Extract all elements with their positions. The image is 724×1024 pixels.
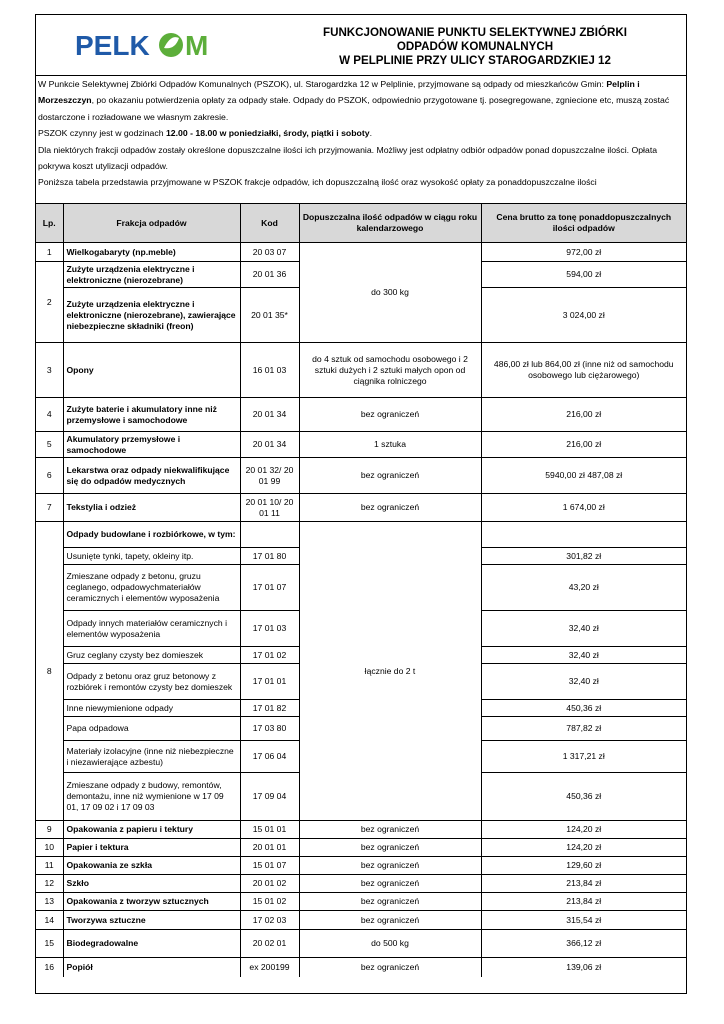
- row-price: 32,40 zł: [481, 611, 686, 647]
- row-code: 20 02 01: [240, 930, 299, 958]
- table-row: [36, 911, 686, 930]
- row-fraction: Zużyte urządzenia elektryczne i elektroniczne (nierozebrane): [63, 262, 240, 288]
- header-code: Kod: [240, 204, 299, 243]
- row-lp: 4: [36, 398, 63, 432]
- row-limit: bez ograniczeń: [299, 958, 481, 977]
- row-code: 15 01 07: [240, 857, 299, 875]
- row-price: 450,36 zł: [481, 773, 686, 821]
- row-fraction: Szkło: [63, 875, 240, 893]
- row-limit: bez ograniczeń: [299, 911, 481, 930]
- row-price: 32,40 zł: [481, 664, 686, 700]
- row-fraction: Usunięte tynki, tapety, okleiny itp.: [63, 548, 240, 565]
- header-lp: Lp.: [36, 204, 63, 243]
- row-price: 301,82 zł: [481, 548, 686, 565]
- row-fraction: Materiały izolacyjne (inne niż niebezpieczne i niezawierające azbestu): [63, 741, 240, 773]
- row-limit: bez ograniczeń: [299, 893, 481, 911]
- row-price: 450,36 zł: [481, 700, 686, 717]
- row-lp: 9: [36, 821, 63, 839]
- row-code: 16 01 03: [240, 343, 299, 398]
- row-price: 5940,00 zł 487,08 zł: [481, 458, 686, 494]
- intro-text: [36, 76, 686, 204]
- row-code: 20 03 07: [240, 243, 299, 262]
- table-row: [36, 958, 686, 977]
- row-code: 20 01 34: [240, 432, 299, 458]
- intro-paragraph-1: W Punkcie Selektywnej Zbiórki Odpadów Komunalnych (PSZOK), ul. Starogardzka 12 w Pelplinie, przyjmowane są odpady od mieszkańców Gmin: Pelplin i Morzeszczyn, po okazaniu potwierdzenia opłaty za odpady stałe. Odpady do PSZOK, odpowiednio przygotowane tj. posegregowane, zgniecione etc, muszą zostać dostarczone i rozładowane we własnym zakresie.: [38, 79, 670, 122]
- row-code: 20 01 36: [240, 262, 299, 288]
- row-fraction: Opakowania ze szkła: [63, 857, 240, 875]
- header-limit: Dopuszczalna ilość odpadów w ciągu roku kalendarzowego: [299, 204, 481, 243]
- row-limit: do 300 kg: [299, 243, 481, 343]
- row-limit: do 500 kg: [299, 930, 481, 958]
- row-code: 17 01 03: [240, 611, 299, 647]
- row-code: 17 01 82: [240, 700, 299, 717]
- row-fraction: Lekarstwa oraz odpady niekwalifikujące się do odpadów medycznych: [63, 458, 240, 494]
- row-price: 1 317,21 zł: [481, 741, 686, 773]
- row-fraction: Odpady budowlane i rozbiórkowe, w tym:: [63, 522, 240, 548]
- row-fraction: Gruz ceglany czysty bez domieszek: [63, 647, 240, 664]
- row-price: 213,84 zł: [481, 893, 686, 911]
- row-lp: 16: [36, 958, 63, 977]
- pelkom-logo: [36, 15, 264, 75]
- row-fraction: Opony: [63, 343, 240, 398]
- row-lp: 3: [36, 343, 63, 398]
- row-fraction: Papier i tektura: [63, 839, 240, 857]
- row-code: 17 01 02: [240, 647, 299, 664]
- row-code: 17 03 80: [240, 717, 299, 741]
- row-price: 124,20 zł: [481, 839, 686, 857]
- intro-paragraph-hours: PSZOK czynny jest w godzinach 12.00 - 18.00 w poniedziałki, środy, piątki i soboty.: [38, 128, 372, 139]
- row-fraction: Tworzywa sztuczne: [63, 911, 240, 930]
- waste-fractions-table: [36, 204, 686, 977]
- row-limit: bez ograniczeń: [299, 875, 481, 893]
- row-fraction: Opakowania z tworzyw sztucznych: [63, 893, 240, 911]
- row-code: 20 01 01: [240, 839, 299, 857]
- row-code: ex 200199: [240, 958, 299, 977]
- row-fraction: Odpady z betonu oraz gruz betonowy z rozbiórek i remontów czysty bez domieszek: [63, 664, 240, 700]
- row-price: 139,06 zł: [481, 958, 686, 977]
- table-row: [36, 494, 686, 522]
- document-frame: [35, 14, 687, 994]
- row-limit: 1 sztuka: [299, 432, 481, 458]
- title-line-2: ODPADÓW KOMUNALNYCH: [396, 40, 554, 53]
- row-code: 17 01 01: [240, 664, 299, 700]
- table-row: [36, 821, 686, 839]
- row-lp: 11: [36, 857, 63, 875]
- row-limit: bez ograniczeń: [299, 821, 481, 839]
- row-price: 787,82 zł: [481, 717, 686, 741]
- title-line-3: W PELPLINIE PRZY ULICY STAROGARDZKIEJ 12: [339, 54, 611, 67]
- row-fraction: Papa odpadowa: [63, 717, 240, 741]
- table-row: [36, 839, 686, 857]
- row-fraction: Zmieszane odpady z budowy, remontów, demontażu, inne niż wymienione w 17 09 01, 17 09 02 i 17 09 03: [63, 773, 240, 821]
- table-header-row: [36, 204, 686, 243]
- intro-paragraph-3: Dla niektórych frakcji odpadów zostały określone dopuszczalne ilości ich przyjmowania. Możliwy jest odpłatny odbiór odpadów ponad dopuszczalne ilości. Opłata pokrywa koszt utylizacji odpadów.: [38, 144, 658, 172]
- row-lp: 15: [36, 930, 63, 958]
- row-price: 216,00 zł: [481, 432, 686, 458]
- row-fraction: Popiół: [63, 958, 240, 977]
- row-price: 1 674,00 zł: [481, 494, 686, 522]
- row-limit: bez ograniczeń: [299, 494, 481, 522]
- document-header: [36, 15, 686, 76]
- row-price: 216,00 zł: [481, 398, 686, 432]
- row-lp: 1: [36, 243, 63, 262]
- row-lp: 2: [36, 262, 63, 343]
- logo-text-left: PELK: [75, 30, 150, 61]
- table-row: [36, 875, 686, 893]
- pelkom-logo-graphic: [75, 28, 225, 62]
- row-fraction: Zużyte baterie i akumulatory inne niż przemysłowe i samochodowe: [63, 398, 240, 432]
- row-code: 20 01 35*: [240, 288, 299, 343]
- row-lp: 6: [36, 458, 63, 494]
- row-fraction: Opakowania z papieru i tektury: [63, 821, 240, 839]
- row-price: 3 024,00 zł: [481, 288, 686, 343]
- row-limit: do 4 sztuk od samochodu osobowego i 2 sztuki dużych i 2 sztuki małych opon od ciągnika rolniczego: [299, 343, 481, 398]
- page-title: [264, 15, 686, 75]
- row-lp: 12: [36, 875, 63, 893]
- row-fraction: Tekstylia i odzież: [63, 494, 240, 522]
- row-code: 17 01 80: [240, 548, 299, 565]
- row-fraction: Wielkogabaryty (np.meble): [63, 243, 240, 262]
- row-code: 20 01 10/ 20 01 11: [240, 494, 299, 522]
- row-price: 129,60 zł: [481, 857, 686, 875]
- row-price: 972,00 zł: [481, 243, 686, 262]
- row-code: 17 09 04: [240, 773, 299, 821]
- row-code: 15 01 01: [240, 821, 299, 839]
- intro-paragraph-4: Poniższa tabela przedstawia przyjmowane w PSZOK frakcje odpadów, ich dopuszczalną ilość oraz wysokość opłaty za ponaddopuszczalne ilości: [38, 177, 597, 188]
- table-row: [36, 522, 686, 548]
- row-lp: 13: [36, 893, 63, 911]
- row-fraction: Zmieszane odpady z betonu, gruzu ceglanego, odpadowychmateriałów ceramicznych i elementów wyposażenia: [63, 565, 240, 611]
- row-fraction: Inne niewymienione odpady: [63, 700, 240, 717]
- row-code: 20 01 34: [240, 398, 299, 432]
- row-fraction: Odpady innych materiałów ceramicznych i elementów wyposażenia: [63, 611, 240, 647]
- row-lp: 10: [36, 839, 63, 857]
- row-limit: bez ograniczeń: [299, 839, 481, 857]
- header-fraction: Frakcja odpadów: [63, 204, 240, 243]
- row-fraction: Akumulatory przemysłowe i samochodowe: [63, 432, 240, 458]
- row-code: 20 01 32/ 20 01 99: [240, 458, 299, 494]
- row-fraction: Biodegradowalne: [63, 930, 240, 958]
- row-limit: bez ograniczeń: [299, 857, 481, 875]
- row-lp: 8: [36, 522, 63, 821]
- row-lp: 5: [36, 432, 63, 458]
- row-code: 20 01 02: [240, 875, 299, 893]
- table-row: [36, 857, 686, 875]
- row-price: 32,40 zł: [481, 647, 686, 664]
- title-line-1: FUNKCJONOWANIE PUNKTU SELEKTYWNEJ ZBIÓRKI: [322, 26, 628, 39]
- row-code: 15 01 02: [240, 893, 299, 911]
- row-price: 213,84 zł: [481, 875, 686, 893]
- row-lp: 7: [36, 494, 63, 522]
- row-code: 17 01 07: [240, 565, 299, 611]
- table-row: [36, 432, 686, 458]
- row-code: [240, 522, 299, 548]
- table-row: [36, 930, 686, 958]
- row-fraction: Zużyte urządzenia elektryczne i elektroniczne (nierozebrane), zawierające niebezpieczne składniki (freon): [63, 288, 240, 343]
- row-price: 366,12 zł: [481, 930, 686, 958]
- row-price: 315,54 zł: [481, 911, 686, 930]
- table-row: [36, 398, 686, 432]
- row-price: 486,00 zł lub 864,00 zł (inne niż od samochodu osobowego lub ciężarowego): [481, 343, 686, 398]
- row-code: 17 06 04: [240, 741, 299, 773]
- row-price: 594,00 zł: [481, 262, 686, 288]
- table-row: [36, 343, 686, 398]
- row-limit: bez ograniczeń: [299, 398, 481, 432]
- row-price: 43,20 zł: [481, 565, 686, 611]
- table-row: [36, 893, 686, 911]
- row-code: 17 02 03: [240, 911, 299, 930]
- row-price: 124,20 zł: [481, 821, 686, 839]
- table-row: [36, 243, 686, 262]
- row-limit: łącznie do 2 t: [299, 522, 481, 821]
- table-row: [36, 458, 686, 494]
- row-price: [481, 522, 686, 548]
- header-price: Cena brutto za tonę ponaddopuszczalnych ilości odpadów: [481, 204, 686, 243]
- row-limit: bez ograniczeń: [299, 458, 481, 494]
- row-lp: 14: [36, 911, 63, 930]
- logo-text-right: M: [185, 30, 209, 61]
